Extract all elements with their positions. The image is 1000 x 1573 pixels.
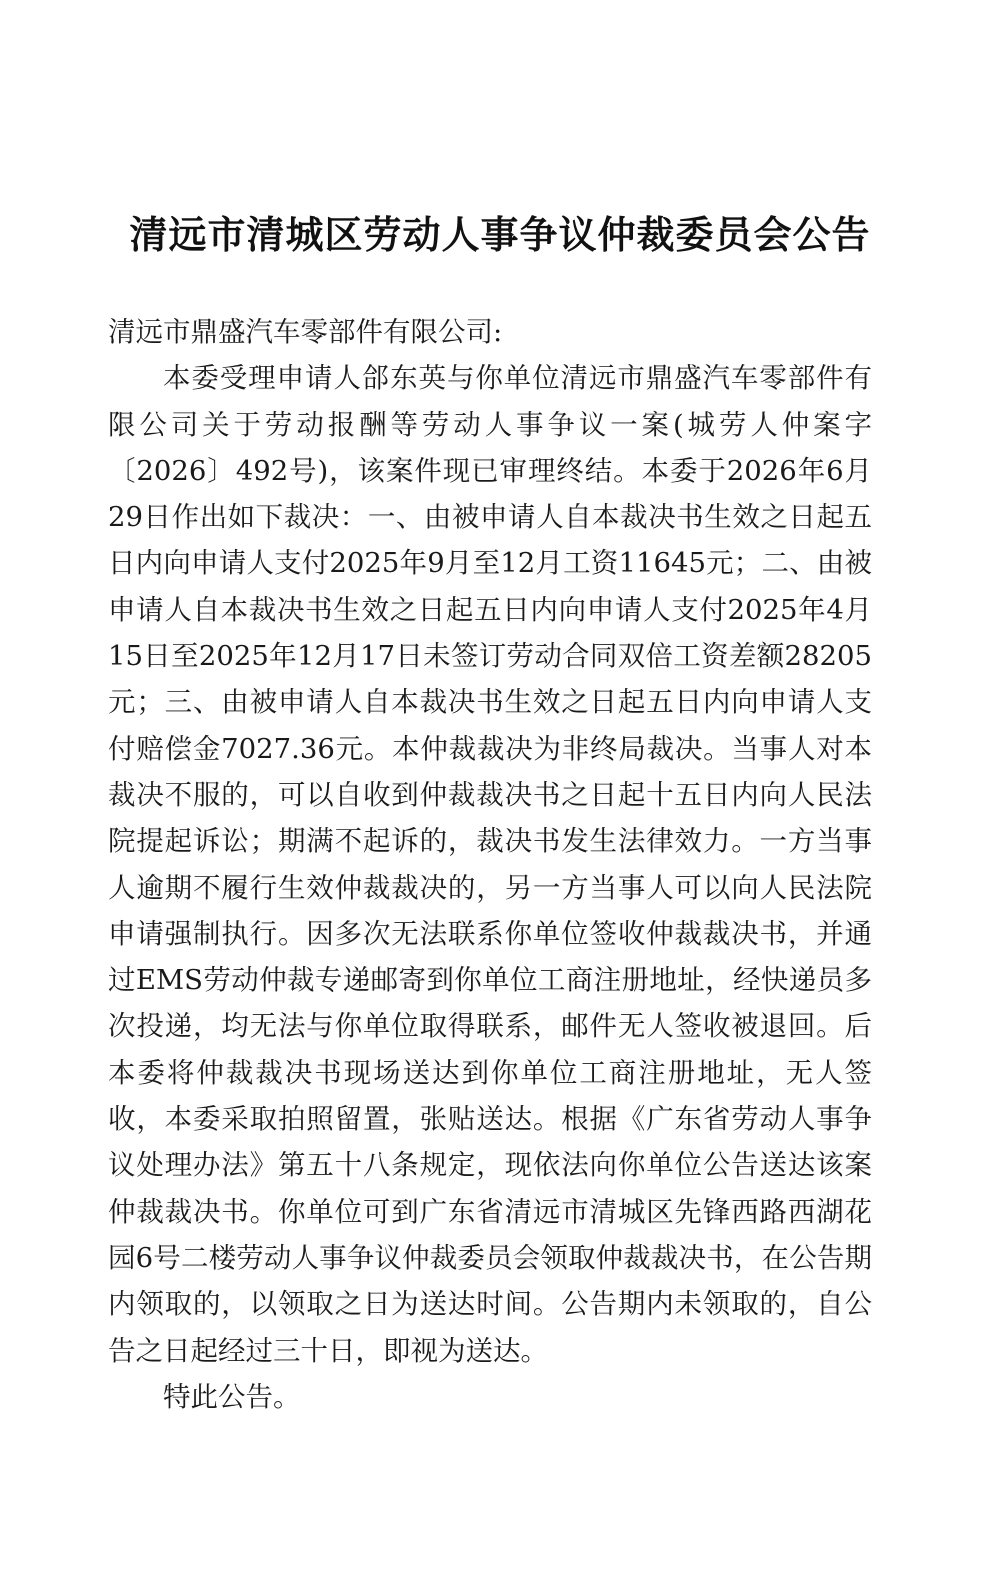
document-body [108,309,872,1420]
salutation: 清远市鼎盛汽车零部件有限公司: [108,316,503,348]
document-title: 清远市清城区劳动人事争议仲裁委员会公告 [129,213,871,257]
closing-line: 特此公告。 [163,1380,301,1413]
body-paragraph: 本委受理申请人郃东英与你单位清远市鼎盛汽车零部件有限公司关于劳动报酬等劳动人事争议一案(城劳人仲案字〔2026〕492号)，该案件现已审理终结。本委于2026年6月29日作出如下裁决：一、由被申请人自本裁决书生效之日起五日内向申请人支付2025年9月至12月工资11645元；二、由被申请人自本裁决书生效之日起五日内向申请人支付2025年4月15日至2025年12月17日未签订劳动合同双倍工资差额28205元；三、由被申请人自本裁决书生效之日起五日内向申请人支付赔偿金7027.36元。本仲裁裁决为非终局裁决。当事人对本裁决不服的，可以自收到仲裁裁决书之日起十五日内向人民法院提起诉讼；期满不起诉的，裁决书发生法律效力。一方当事人逾期不履行生效仲裁裁决的，另一方当事人可以向人民法院申请强制执行。因多次无法联系你单位签收仲裁裁决书，并通过EMS劳动仲裁专递邮寄到你单位工商注册地址，经快递员多次投递，均无法与你单位取得联系，邮件无人签收被退回。后本委将仲裁裁决书现场送达到你单位工商注册地址，无人签收，本委采取拍照留置，张贴送达。根据《广东省劳动人事争议处理办法》第五十八条规定，现依法向你单位公告送达该案仲裁裁决书。你单位可到广东省清远市清城区先锋西路西湖花园6号二楼劳动人事争议仲裁委员会领取仲裁裁决书，在公告期内领取的，以领取之日为送达时间。公告期内未领取的，自公告之日起经过三十日，即视为送达。 [108,362,872,1367]
